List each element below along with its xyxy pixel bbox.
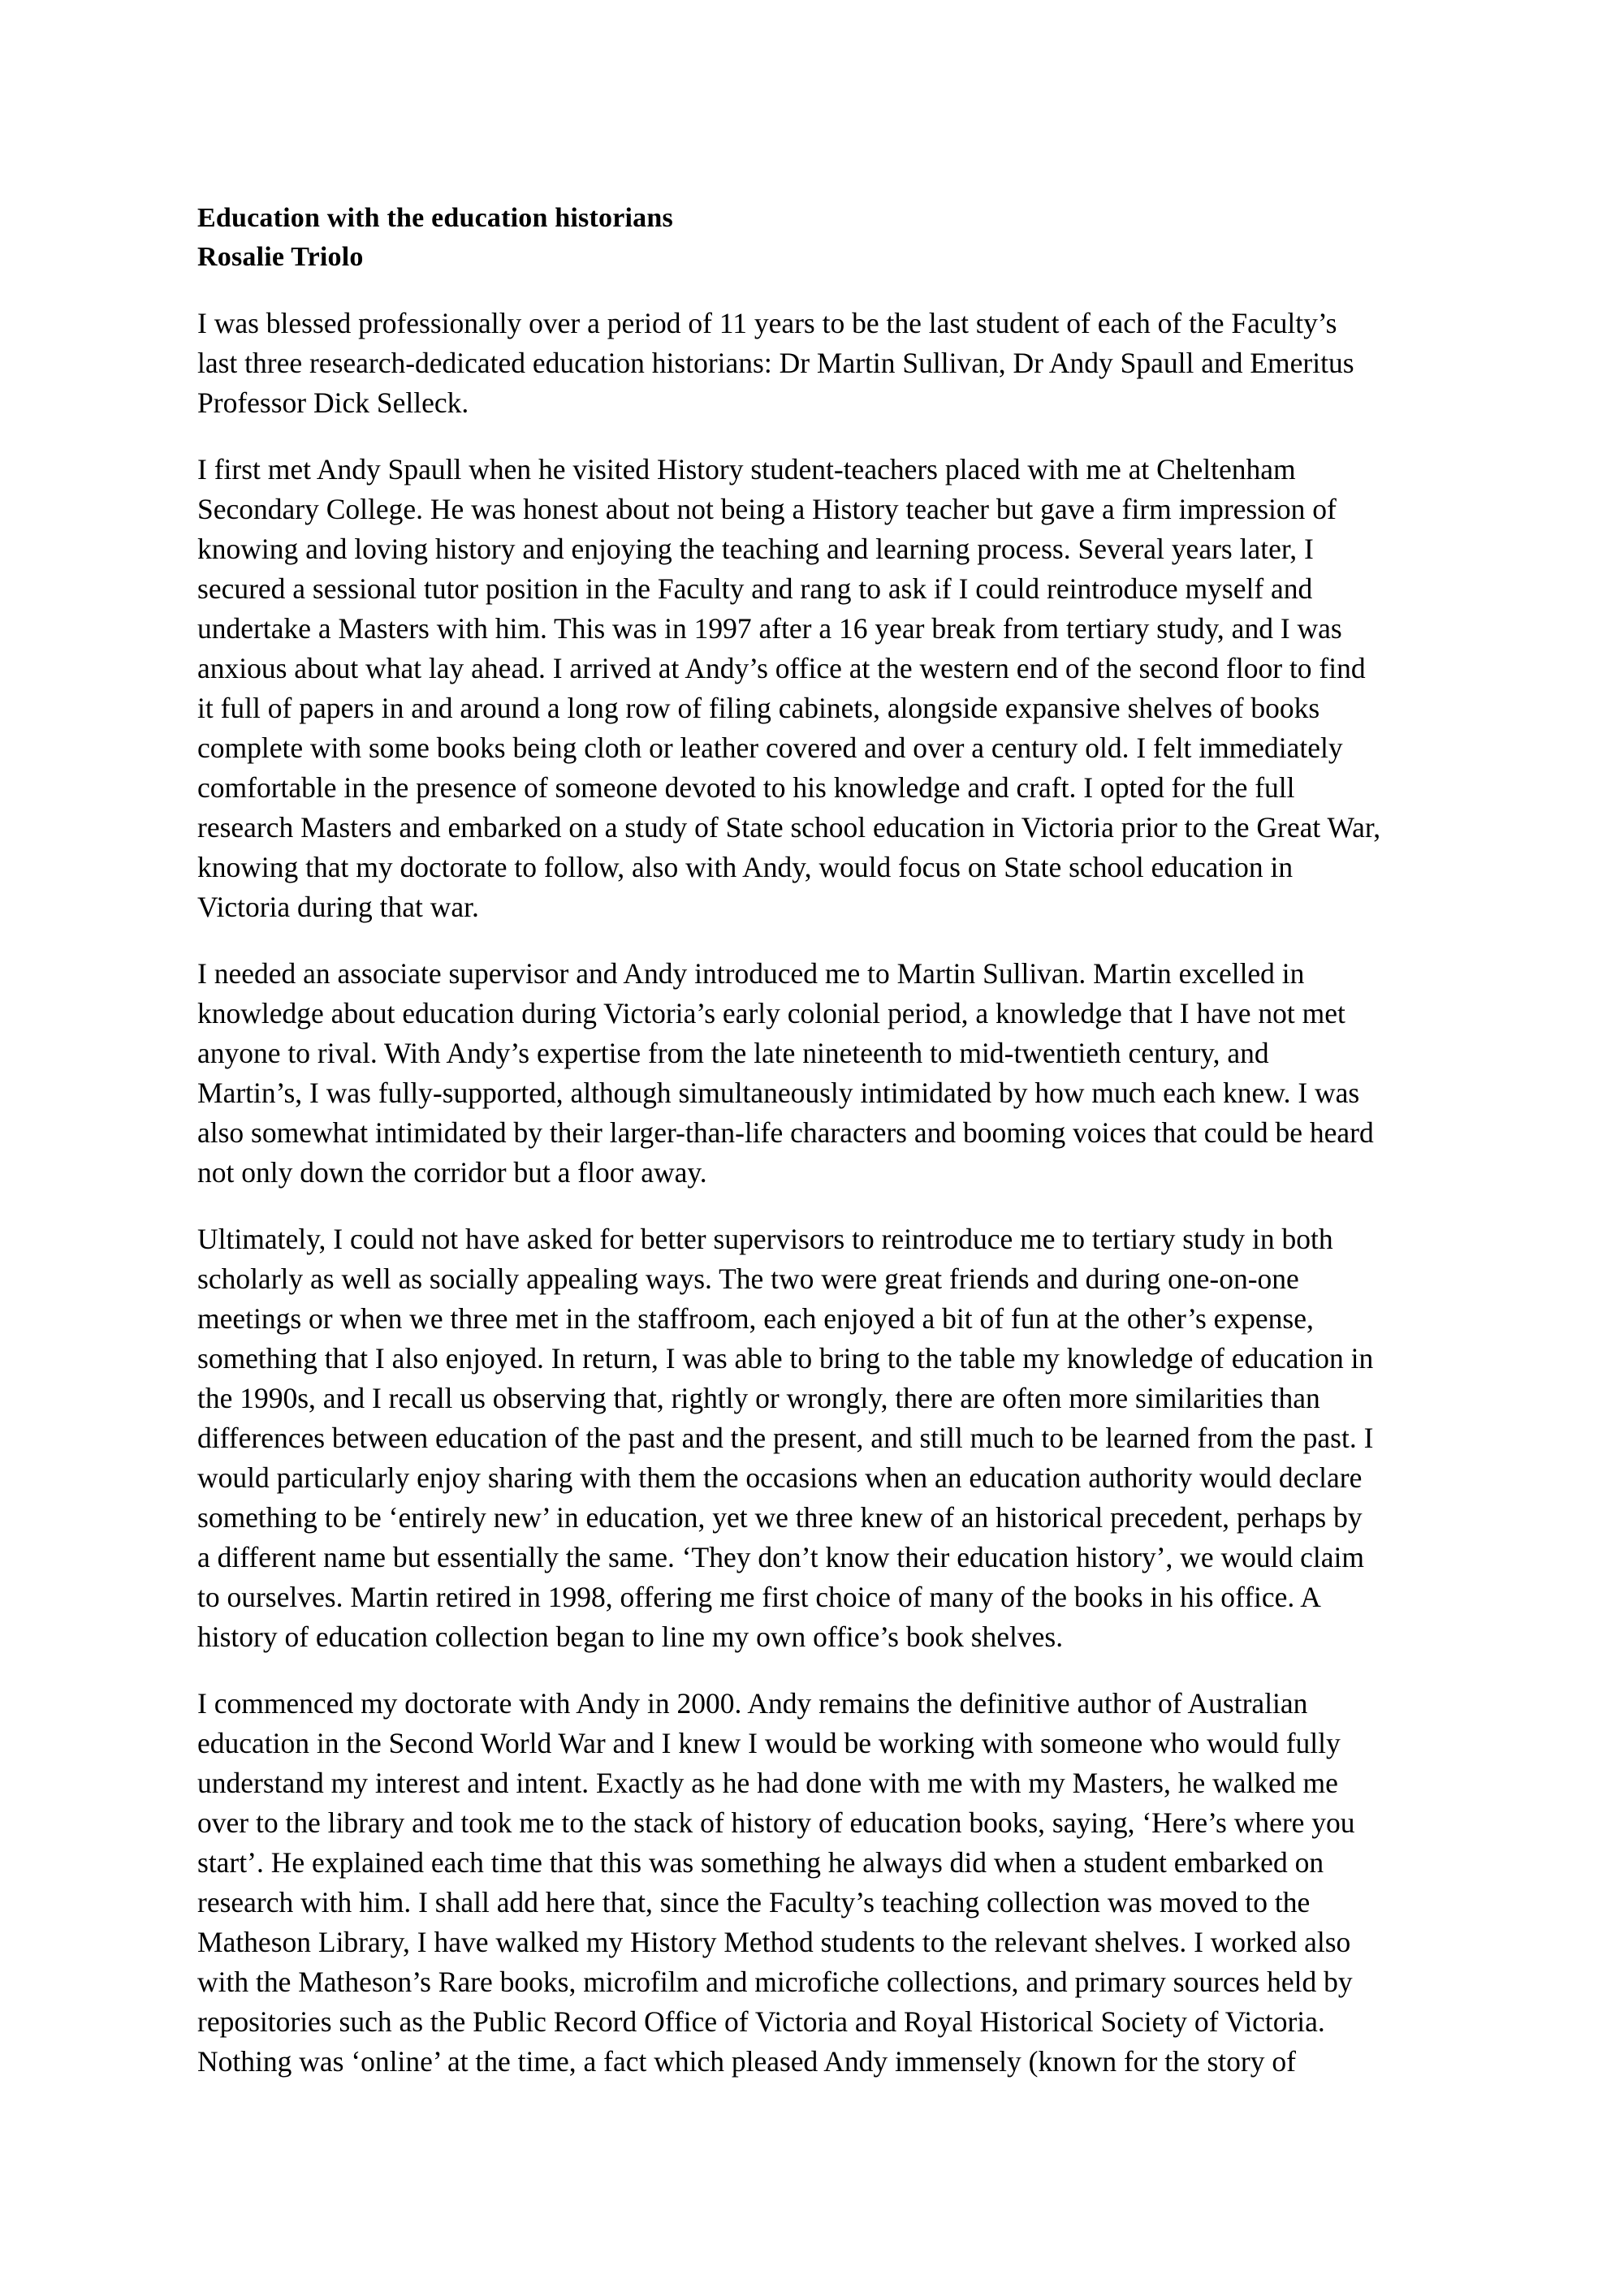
paragraph-line: Matheson Library, I have walked my History Method students to the relevant shelves. I worked also	[197, 1926, 1351, 1958]
paragraph-line: meetings or when we three met in the staffroom, each enjoyed a bit of fun at the other’s expense,	[197, 1302, 1314, 1335]
paragraph-line: secured a sessional tutor position in the Faculty and rang to ask if I could reintroduce myself and	[197, 572, 1313, 605]
paragraph-line: to ourselves. Martin retired in 1998, offering me first choice of many of the books in his office. A	[197, 1581, 1321, 1613]
paragraph-line: it full of papers in and around a long row of filing cabinets, alongside expansive shelves of books	[197, 692, 1320, 724]
paragraph-line: knowing that my doctorate to follow, also with Andy, would focus on State school education in	[197, 851, 1294, 883]
paragraph-line: research Masters and embarked on a study of State school education in Victoria prior to the Great War,	[197, 811, 1381, 844]
paragraph-line: a different name but essentially the same. ‘They don’t know their education history’, we would claim	[197, 1541, 1365, 1573]
paragraph-line: the 1990s, and I recall us observing that, rightly or wrongly, there are often more similarities than	[197, 1382, 1320, 1414]
paragraph-line: history of education collection began to line my own office’s book shelves.	[197, 1621, 1064, 1653]
paragraph-line: also somewhat intimidated by their larger-than-life characters and booming voices that could be heard	[197, 1116, 1374, 1149]
paragraph-line: education in the Second World War and I knew I would be working with someone who would fully	[197, 1727, 1341, 1759]
paragraph-line: with the Matheson’s Rare books, microfilm and microfiche collections, and primary sources held by	[197, 1966, 1353, 1998]
paragraph-line: something that I also enjoyed. In return, I was able to bring to the table my knowledge of education in	[197, 1342, 1374, 1375]
paragraph-line: I needed an associate supervisor and Andy introduced me to Martin Sullivan. Martin excelled in	[197, 957, 1305, 990]
paragraph-line: understand my interest and intent. Exactly as he had done with me with my Masters, he walked me	[197, 1767, 1338, 1799]
paragraph-line: not only down the corridor but a floor away.	[197, 1156, 707, 1189]
paragraph-line: would particularly enjoy sharing with them the occasions when an education authority would declare	[197, 1461, 1363, 1494]
paragraph-line: I commenced my doctorate with Andy in 2000. Andy remains the definitive author of Australian	[197, 1687, 1308, 1720]
paragraph-line: complete with some books being cloth or leather covered and over a century old. I felt immediately	[197, 732, 1343, 764]
paragraph-line: last three research-dedicated education historians: Dr Martin Sullivan, Dr Andy Spaull and Emeritus	[197, 347, 1354, 379]
paragraph-line: repositories such as the Public Record Office of Victoria and Royal Historical Society of Victoria.	[197, 2005, 1325, 2038]
paragraph-line: undertake a Masters with him. This was in 1997 after a 16 year break from tertiary study, and I was	[197, 612, 1342, 645]
paragraph-line: something to be ‘entirely new’ in education, yet we three knew of an historical precedent, perhaps by	[197, 1501, 1363, 1534]
document-author: Rosalie Triolo	[197, 242, 364, 272]
paragraph-line: Victoria during that war.	[197, 891, 479, 923]
paragraph-line: I was blessed professionally over a period of 11 years to be the last student of each of the Faculty’s	[197, 307, 1337, 339]
paragraph-line: anyone to rival. With Andy’s expertise from the late nineteenth to mid-twentieth century, and	[197, 1037, 1269, 1069]
paragraph-line: scholarly as well as socially appealing ways. The two were great friends and during one-on-one	[197, 1262, 1299, 1295]
paragraph-line: Ultimately, I could not have asked for better supervisors to reintroduce me to tertiary study in both	[197, 1223, 1333, 1255]
paragraph-line: differences between education of the past and the present, and still much to be learned from the past. I	[197, 1422, 1374, 1454]
paragraph-line: start’. He explained each time that this was something he always did when a student embarked on	[197, 1846, 1324, 1879]
paragraph-line: Secondary College. He was honest about not being a History teacher but gave a firm impression of	[197, 493, 1337, 525]
paragraph-line: I first met Andy Spaull when he visited History student-teachers placed with me at Cheltenham	[197, 453, 1296, 486]
paragraph-line: knowing and loving history and enjoying the teaching and learning process. Several years later, I	[197, 533, 1314, 565]
paragraph-line: over to the library and took me to the stack of history of education books, saying, ‘Here’s where you	[197, 1806, 1355, 1839]
paragraph-line: knowledge about education during Victoria’s early colonial period, a knowledge that I have not met	[197, 997, 1345, 1029]
document-title: Education with the education historians	[197, 203, 673, 233]
paragraph-line: research with him. I shall add here that, since the Faculty’s teaching collection was moved to the	[197, 1886, 1311, 1918]
paragraph-line: Martin’s, I was fully-supported, although simultaneously intimidated by how much each knew. I was	[197, 1077, 1360, 1109]
paragraph-line: Nothing was ‘online’ at the time, a fact which pleased Andy immensely (known for the story of	[197, 2045, 1296, 2078]
paragraph-line: anxious about what lay ahead. I arrived at Andy’s office at the western end of the second floor to find	[197, 652, 1366, 684]
paragraph-line: Professor Dick Selleck.	[197, 386, 469, 419]
paragraph-line: comfortable in the presence of someone devoted to his knowledge and craft. I opted for the full	[197, 771, 1295, 804]
